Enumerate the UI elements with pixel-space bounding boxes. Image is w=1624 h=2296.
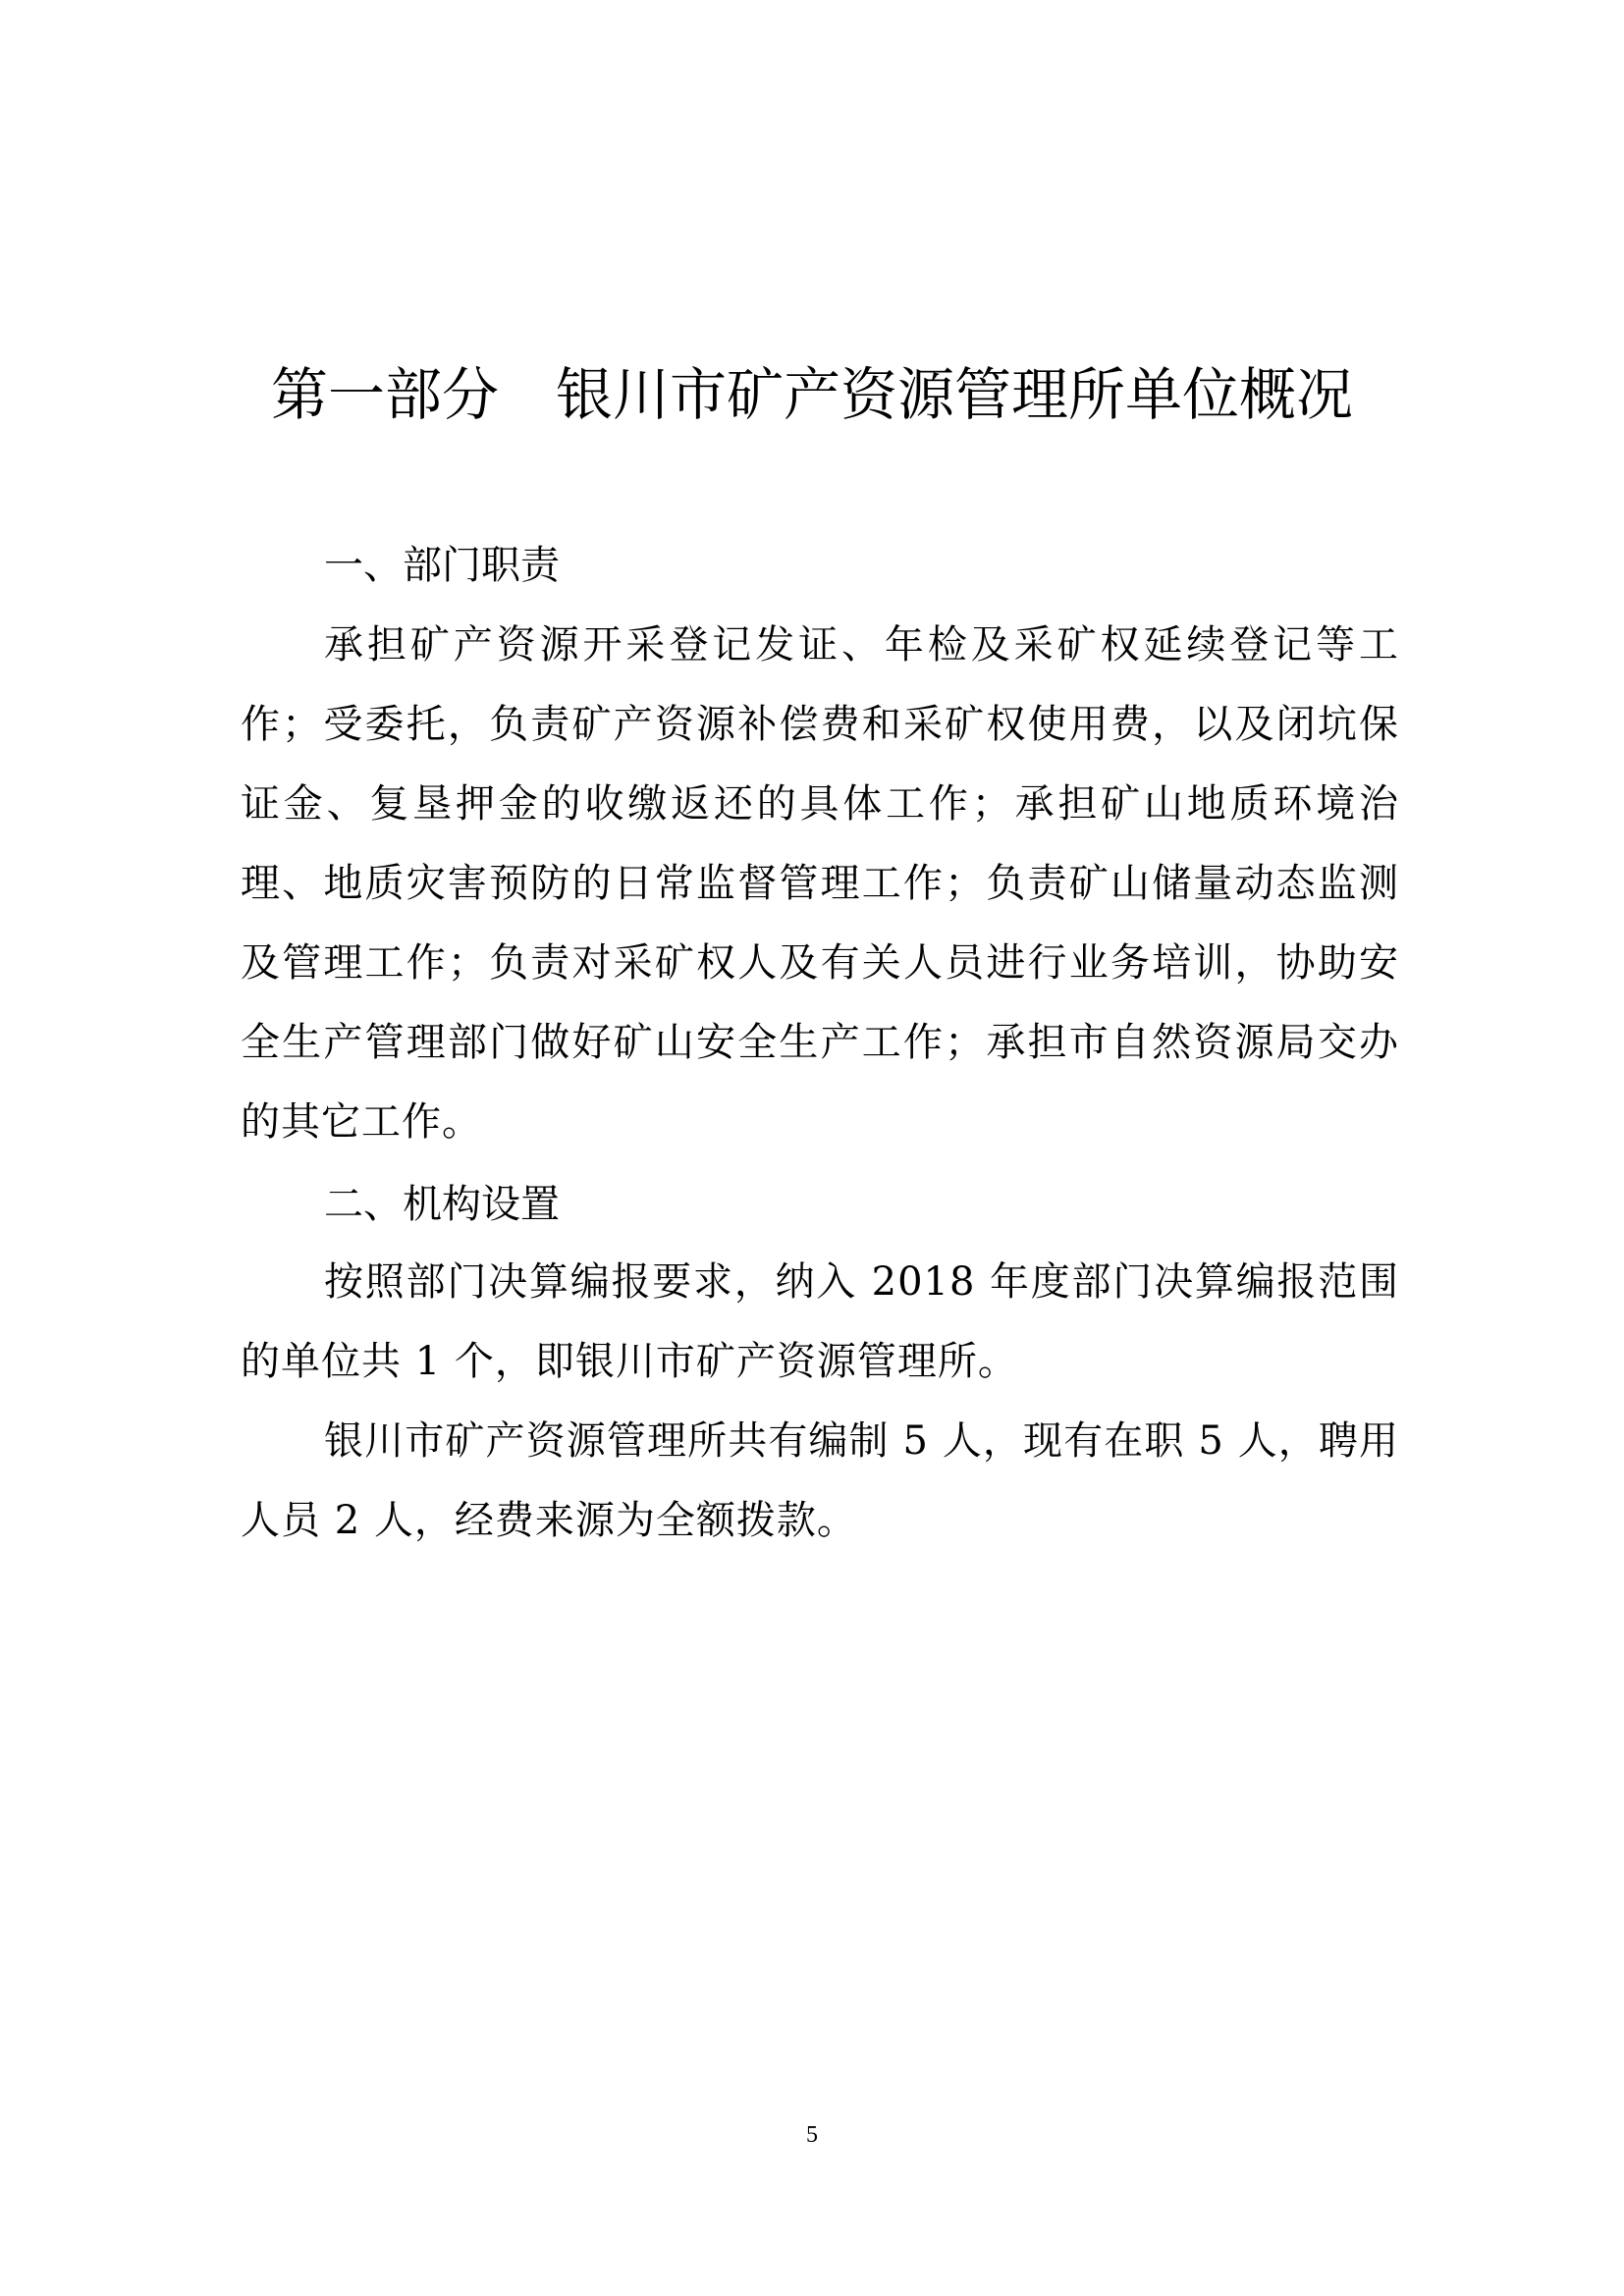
paragraph-organization-scope: 按照部门决算编报要求，纳入 2018 年度部门决算编报范围的单位共 1 个，即银川市矿产资源管理所。 [241, 1259, 1399, 1384]
title-unit-name: 银川市矿产资源管理所单位概况 [556, 361, 1354, 428]
section-heading-duties: 一、部门职责 [324, 543, 560, 588]
page-number: 5 [806, 2122, 818, 2148]
section-heading-organization: 二、机构设置 [324, 1182, 560, 1227]
paragraph-staffing: 银川市矿产资源管理所共有编制 5 人，现有在职 5 人，聘用人员 2 人，经费来源为全额拨款。 [241, 1418, 1399, 1543]
paragraph-duties: 承担矿产资源开采登记发证、年检及采矿权延续登记等工作；受委托，负责矿产资源补偿费和采矿权使用费，以及闭坑保证金、复垦押金的收缴返还的具体工作；承担矿山地质环境治理、地质灾害预防的日常监督管理工作；负责矿山储量动态监测及管理工作；负责对采矿权人及有关人员进行业务培训，协助安全生产管理部门做好矿山安全生产工作；承担市自然资源局交办的其它工作。 [241, 622, 1399, 1145]
title-part-label: 第一部分 [270, 361, 499, 428]
page-title [0, 355, 1624, 434]
